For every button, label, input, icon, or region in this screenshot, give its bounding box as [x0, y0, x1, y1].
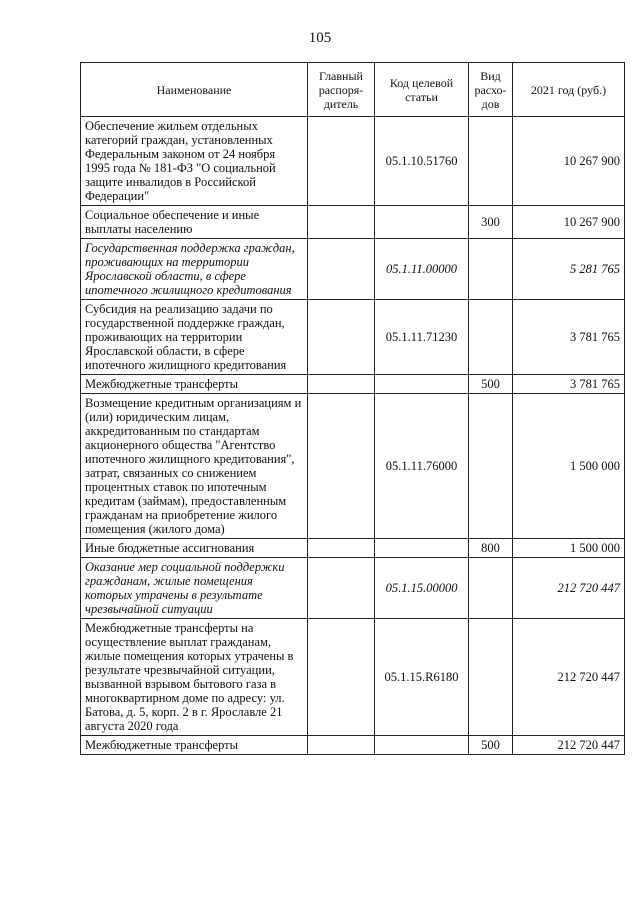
- header-code: Код целевой статьи: [375, 63, 469, 117]
- cell-name: Возмещение кредитным организациям и (или) юридическим лицам, аккредитованным по стандартам акционерного общества "Агентство ипотечного жилищного кредитования", затрат, связанных со снижением процентных ставок по ипотечным кредитам (займам), предоставленным гражданам на приобретение жилого помещения (жилого дома): [81, 394, 308, 539]
- budget-table: [80, 62, 625, 755]
- cell-amount: 212 720 447: [513, 619, 625, 736]
- cell-amount: 1 500 000: [513, 394, 625, 539]
- cell-kind: [469, 619, 513, 736]
- cell-admin: [308, 394, 375, 539]
- cell-name: Межбюджетные трансферты: [81, 375, 308, 394]
- cell-name: Государственная поддержка граждан, проживающих на территории Ярославской области, в сфере ипотечного жилищного кредитования: [81, 239, 308, 300]
- cell-amount: 3 781 765: [513, 375, 625, 394]
- cell-amount: 212 720 447: [513, 736, 625, 755]
- cell-admin: [308, 375, 375, 394]
- cell-kind: 500: [469, 736, 513, 755]
- cell-name: Иные бюджетные ассигнования: [81, 539, 308, 558]
- table-row: [81, 736, 625, 755]
- cell-code: 05.1.10.51760: [375, 117, 469, 206]
- cell-name: Обеспечение жильем отдельных категорий граждан, установленных Федеральным законом от 24 ноября 1995 года № 181-ФЗ "О социальной защите инвалидов в Российской Федерации": [81, 117, 308, 206]
- cell-kind: [469, 394, 513, 539]
- header-kind: Вид расхо-дов: [469, 63, 513, 117]
- cell-name: Субсидия на реализацию задачи по государственной поддержке граждан, проживающих на территории Ярославской области, в сфере ипотечного жилищного кредитования: [81, 300, 308, 375]
- cell-admin: [308, 619, 375, 736]
- cell-kind: 500: [469, 375, 513, 394]
- table-row: [81, 539, 625, 558]
- cell-admin: [308, 300, 375, 375]
- cell-admin: [308, 539, 375, 558]
- table-row: [81, 239, 625, 300]
- cell-amount: 5 281 765: [513, 239, 625, 300]
- table-row: [81, 375, 625, 394]
- cell-code: [375, 206, 469, 239]
- cell-kind: [469, 239, 513, 300]
- cell-name: Межбюджетные трансферты на осуществление выплат гражданам, жилые помещения которых утрачены в результате чрезвычайной ситуации, вызванной взрывом бытового газа в многоквартирном доме по адресу: ул. Батова, д. 5, корп. 2 в г. Ярославле 21 августа 2020 года: [81, 619, 308, 736]
- cell-kind: 300: [469, 206, 513, 239]
- page-number: 105: [308, 30, 332, 46]
- table-row: [81, 558, 625, 619]
- cell-kind: [469, 558, 513, 619]
- cell-name: Оказание мер социальной поддержки гражданам, жилые помещения которых утрачены в результате чрезвычайной ситуации: [81, 558, 308, 619]
- cell-code: [375, 375, 469, 394]
- table-row: [81, 619, 625, 736]
- table-row: [81, 117, 625, 206]
- cell-admin: [308, 206, 375, 239]
- cell-code: [375, 736, 469, 755]
- header-amount: 2021 год (руб.): [513, 63, 625, 117]
- table-row: [81, 300, 625, 375]
- cell-amount: 10 267 900: [513, 206, 625, 239]
- cell-name: Социальное обеспечение и иные выплаты населению: [81, 206, 308, 239]
- cell-amount: 3 781 765: [513, 300, 625, 375]
- cell-admin: [308, 558, 375, 619]
- cell-admin: [308, 736, 375, 755]
- cell-code: 05.1.15.R6180: [375, 619, 469, 736]
- cell-code: [375, 539, 469, 558]
- cell-code: 05.1.11.71230: [375, 300, 469, 375]
- cell-code: 05.1.15.00000: [375, 558, 469, 619]
- cell-code: 05.1.11.76000: [375, 394, 469, 539]
- cell-name: Межбюджетные трансферты: [81, 736, 308, 755]
- table-row: [81, 206, 625, 239]
- cell-amount: 10 267 900: [513, 117, 625, 206]
- cell-admin: [308, 117, 375, 206]
- table-header-row: [81, 63, 625, 117]
- cell-amount: 212 720 447: [513, 558, 625, 619]
- cell-amount: 1 500 000: [513, 539, 625, 558]
- header-name: Наименование: [81, 63, 308, 117]
- table-body: [81, 117, 625, 755]
- cell-kind: [469, 117, 513, 206]
- cell-admin: [308, 239, 375, 300]
- cell-kind: 800: [469, 539, 513, 558]
- header-admin: Главный распоря-дитель: [308, 63, 375, 117]
- table-row: [81, 394, 625, 539]
- cell-code: 05.1.11.00000: [375, 239, 469, 300]
- cell-kind: [469, 300, 513, 375]
